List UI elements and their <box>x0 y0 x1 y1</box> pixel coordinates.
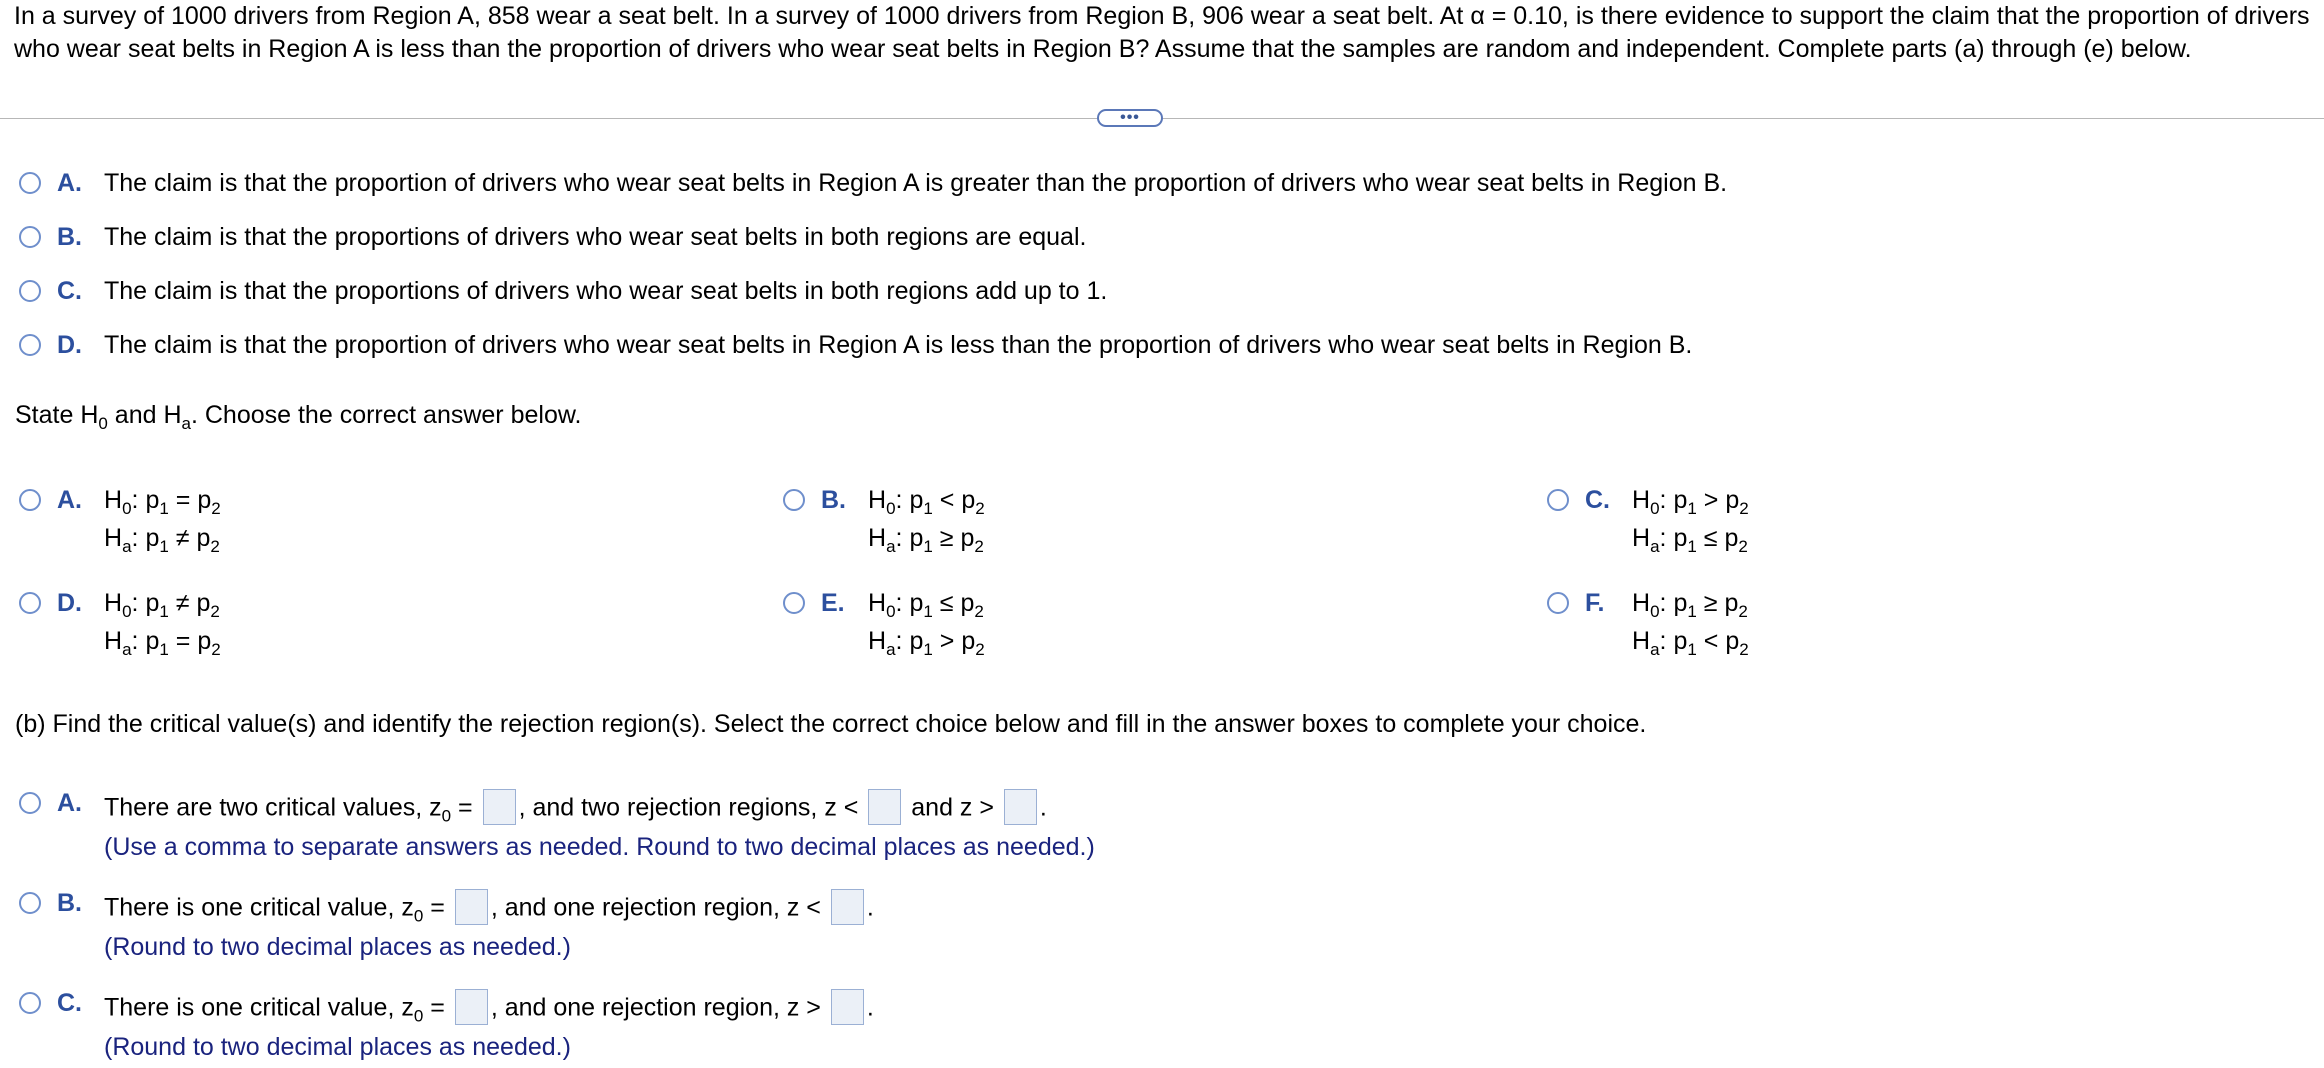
part-b-option-a-right-region-input[interactable] <box>1004 789 1037 825</box>
hyp-option-b-ha: $H_a$: $p_1 \ge p_2$ <box>868 524 984 556</box>
hyp-option-a-letter: A. <box>57 486 82 514</box>
part-b-prompt: (b) Find the critical value(s) and identify the rejection region(s). Select the correct choice below and fill in the answer boxes to complete your choice. <box>15 710 1647 738</box>
hyp-option-f-ha: $H_a$: $p_1 < p_2$ <box>1632 627 1749 659</box>
hypotheses-prompt: State $H_0$ and $H_a$. Choose the correct answer below. <box>15 401 582 433</box>
hyp-option-f-h0: $H_0$: $p_1 \ge p_2$ <box>1632 589 1748 621</box>
hyp-option-e-radio[interactable] <box>783 592 805 614</box>
part-b-option-a-letter: A. <box>57 789 82 817</box>
part-a-option-a-text[interactable]: The claim is that the proportion of drivers who wear seat belts in Region A is greater than the proportion of drivers who wear seat belts in Region B. <box>104 169 1728 197</box>
part-b-option-a-critical-input[interactable] <box>483 789 516 825</box>
hyp-option-d-ha: $H_a$: $p_1 = p_2$ <box>104 627 221 659</box>
part-b-option-b-region-input[interactable] <box>831 889 864 925</box>
part-b-option-b-letter: B. <box>57 889 82 917</box>
part-b-option-c-letter: C. <box>57 989 82 1017</box>
part-a-option-a-letter: A. <box>57 169 82 197</box>
part-b-option-a-left-region-input[interactable] <box>868 789 901 825</box>
part-b-option-c-text: There is one critical value, $z_0$ = , and one rejection region, z > . <box>104 991 874 1027</box>
part-b-option-b-text: There is one critical value, $z_0$ = , and one rejection region, z < . <box>104 891 874 927</box>
part-b-option-c-radio[interactable] <box>19 992 41 1014</box>
part-a-option-d-text[interactable]: The claim is that the proportion of drivers who wear seat belts in Region A is less than the proportion of drivers who wear seat belts in Region B. <box>104 331 1693 359</box>
hyp-option-e-h0: $H_0$: $p_1 \le p_2$ <box>868 589 984 621</box>
part-a-option-b-radio[interactable] <box>19 226 41 248</box>
part-b-option-a-radio[interactable] <box>19 792 41 814</box>
part-b-option-a-text: There are two critical values, $z_0$ = , and two rejection regions, z < and z > . <box>104 791 1047 827</box>
part-a-option-b-text[interactable]: The claim is that the proportions of drivers who wear seat belts in both regions are equal. <box>104 223 1087 251</box>
part-b-option-c-region-input[interactable] <box>831 989 864 1025</box>
part-a-option-c-radio[interactable] <box>19 280 41 302</box>
part-a-option-d-radio[interactable] <box>19 334 41 356</box>
hyp-option-a-h0: $H_0$: $p_1 = p_2$ <box>104 486 221 518</box>
part-b-option-b-critical-input[interactable] <box>455 889 488 925</box>
hyp-option-d-radio[interactable] <box>19 592 41 614</box>
hyp-option-f-letter: F. <box>1585 589 1605 617</box>
part-b-option-b-hint: (Round to two decimal places as needed.) <box>104 933 571 961</box>
part-a-option-d-letter: D. <box>57 331 82 359</box>
part-b-option-b-radio[interactable] <box>19 892 41 914</box>
hyp-option-b-letter: B. <box>821 486 846 514</box>
hyp-option-a-radio[interactable] <box>19 489 41 511</box>
hyp-option-f-radio[interactable] <box>1547 592 1569 614</box>
question-text: In a survey of 1000 drivers from Region A, 858 wear a seat belt. In a survey of 1000 drivers from Region B, 906 wear a seat belt. At α = 0.10, is there evidence to support the claim that the proportion of drivers who wear seat belts in Region A is less than the proportion of drivers who wear seat belts in Region B? Assume that the samples are random and independent. Complete parts (a) through (e) below. <box>14 2 2310 63</box>
hyp-option-d-letter: D. <box>57 589 82 617</box>
hyp-option-d-h0: $H_0$: $p_1 \ne p_2$ <box>104 589 220 621</box>
hyp-option-a-ha: $H_a$: $p_1 \ne p_2$ <box>104 524 220 556</box>
hyp-option-e-ha: $H_a$: $p_1 > p_2$ <box>868 627 985 659</box>
part-a-option-b-letter: B. <box>57 223 82 251</box>
hyp-option-c-radio[interactable] <box>1547 489 1569 511</box>
part-b-option-c-critical-input[interactable] <box>455 989 488 1025</box>
hyp-option-b-radio[interactable] <box>783 489 805 511</box>
hyp-option-c-h0: $H_0$: $p_1 > p_2$ <box>1632 486 1749 518</box>
hyp-option-c-ha: $H_a$: $p_1 \le p_2$ <box>1632 524 1748 556</box>
hyp-option-b-h0: $H_0$: $p_1 < p_2$ <box>868 486 985 518</box>
hyp-option-c-letter: C. <box>1585 486 1610 514</box>
part-a-option-a-radio[interactable] <box>19 172 41 194</box>
part-b-option-a-hint: (Use a comma to separate answers as needed. Round to two decimal places as needed.) <box>104 833 1095 861</box>
part-a-option-c-text[interactable]: The claim is that the proportions of drivers who wear seat belts in both regions add up to 1. <box>104 277 1108 305</box>
part-b-option-c-hint: (Round to two decimal places as needed.) <box>104 1033 571 1061</box>
hyp-option-e-letter: E. <box>821 589 845 617</box>
part-a-option-c-letter: C. <box>57 277 82 305</box>
expand-question-button[interactable]: ••• <box>1097 109 1163 127</box>
